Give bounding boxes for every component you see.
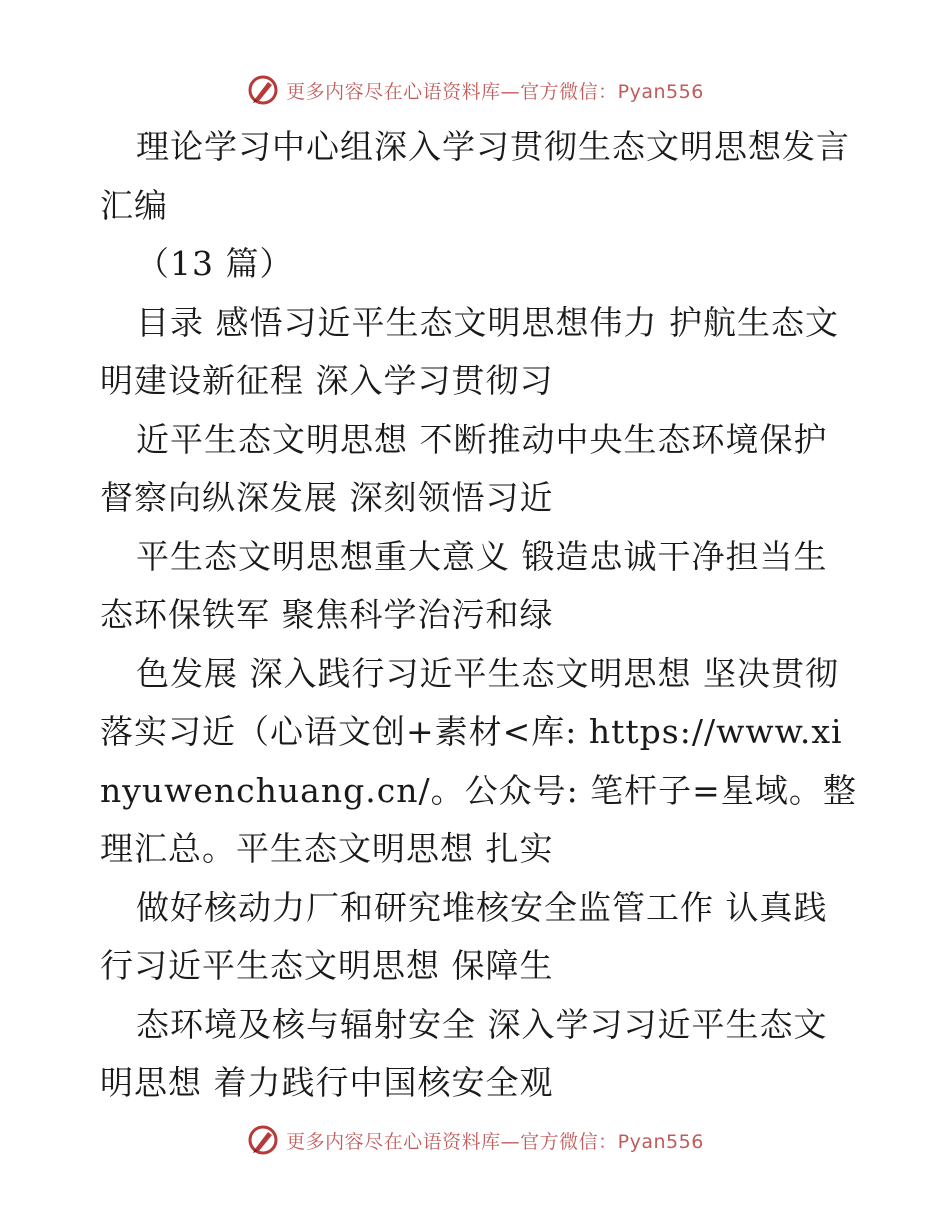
banner-text: 更多内容尽在心语资料库—官方微信：Pyan556 xyxy=(286,1130,704,1153)
document-title: 理论学习中心组深入学习贯彻生态文明思想发言汇编 xyxy=(100,127,850,225)
banner-text: 更多内容尽在心语资料库—官方微信：Pyan556 xyxy=(286,80,704,103)
toc-paragraph: 近平生态文明思想 不断推动中央生态环境保护督察向纵深发展 深刻领悟习近 xyxy=(100,419,828,517)
toc-paragraph: 色发展 深入践行习近平生态文明思想 坚决贯彻落实习近（心语文创+素材<库: https://www.xinyuwenchuang.cn/。公众号: 笔杆子=星域。整理汇总。平生态文明思想 扎实 xyxy=(100,653,857,868)
pen-circle-logo-icon xyxy=(246,73,280,107)
document-subtitle: （13 篇） xyxy=(136,244,294,283)
toc-paragraph: 做好核动力厂和研究堆核安全监管工作 认真践行习近平生态文明思想 保障生 xyxy=(100,887,828,985)
footer-watermark-banner xyxy=(0,1120,950,1160)
toc-paragraph: 平生态文明思想重大意义 锻造忠诚干净担当生态环保铁军 聚焦科学治污和绿 xyxy=(100,536,828,634)
document-body xyxy=(100,118,860,1113)
pen-circle-logo-icon xyxy=(246,1123,280,1157)
toc-paragraph: 目录 感悟习近平生态文明思想伟力 护航生态文明建设新征程 深入学习贯彻习 xyxy=(100,302,839,400)
header-watermark-banner xyxy=(0,70,950,110)
toc-paragraph: 态环境及核与辐射安全 深入学习习近平生态文明思想 着力践行中国核安全观 xyxy=(100,1004,828,1102)
